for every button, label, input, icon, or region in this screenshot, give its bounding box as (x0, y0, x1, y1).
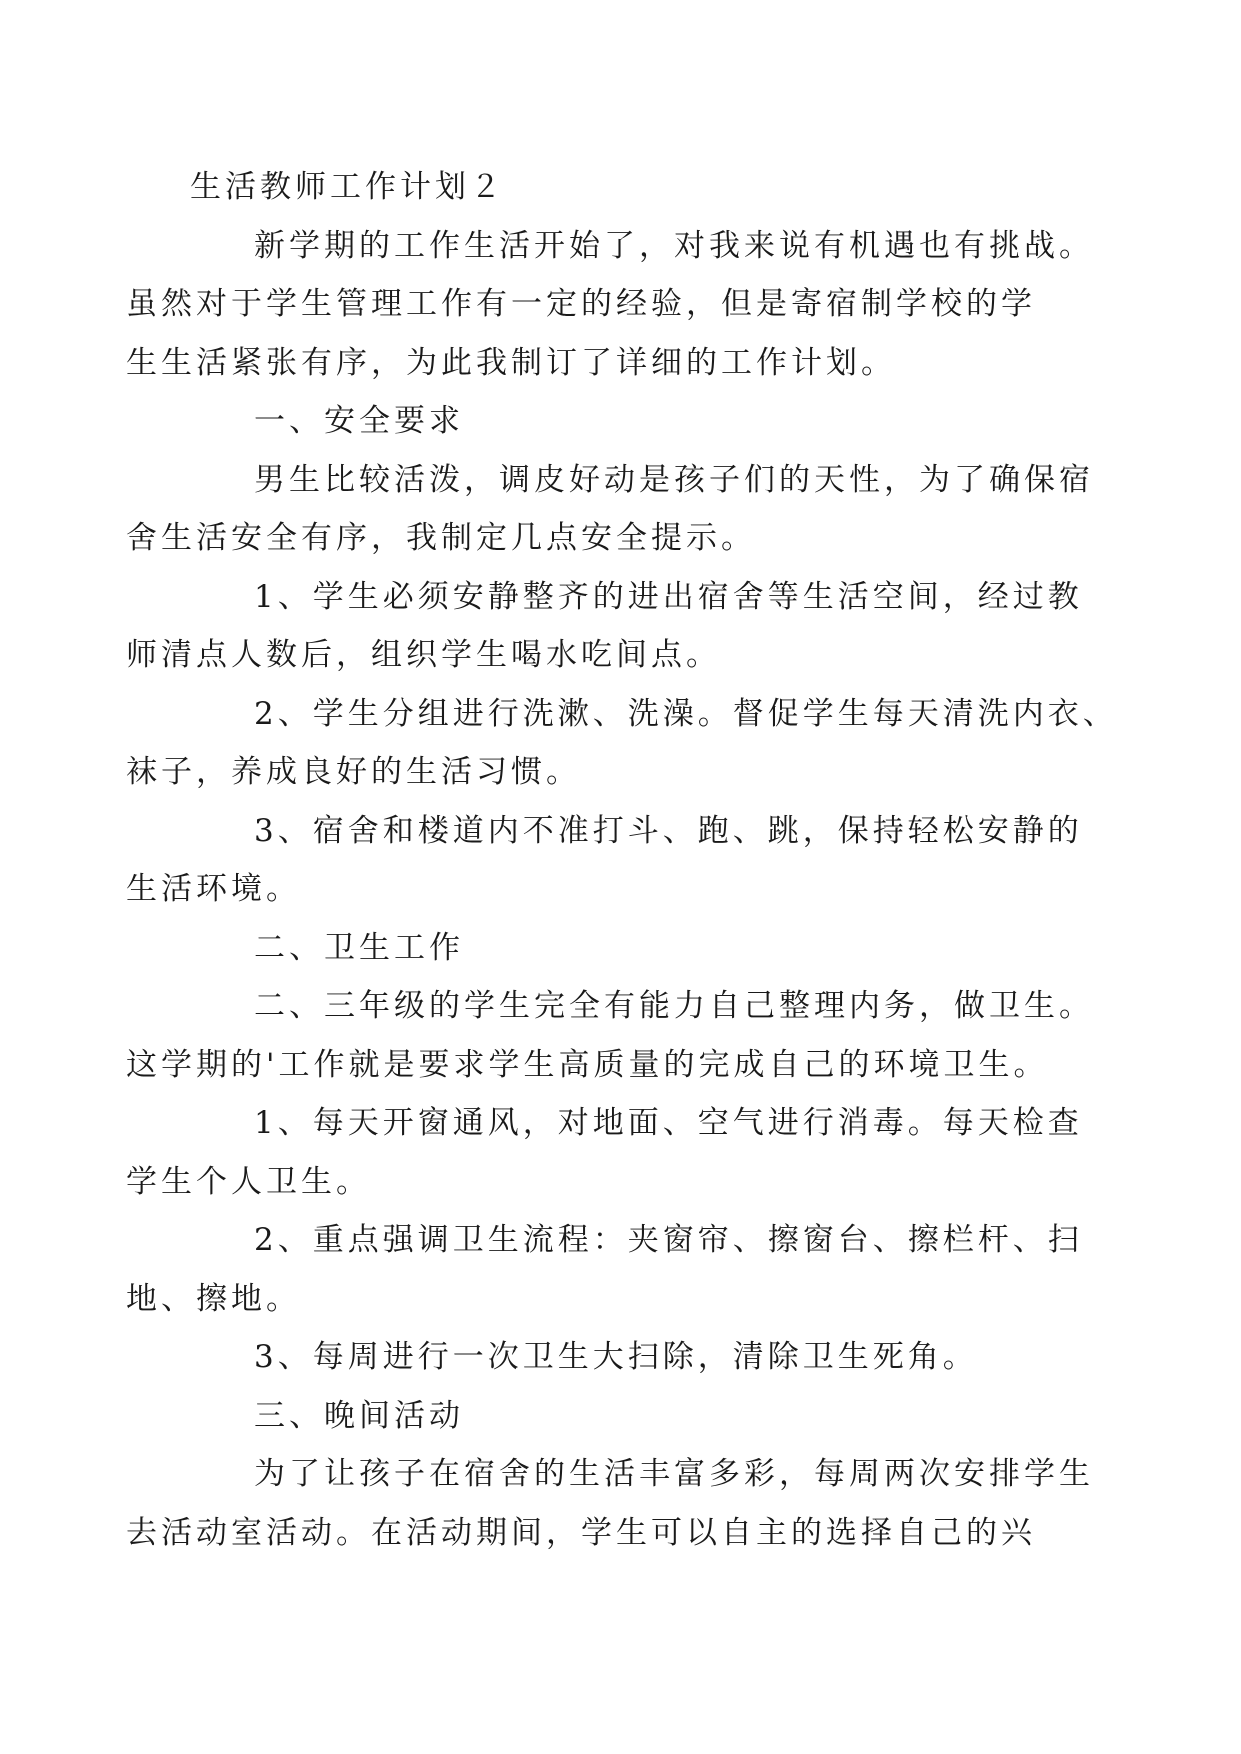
hygiene-item-2 (126, 1211, 1083, 1328)
text-line: 师清点人数后，组织学生喝水吃间点。 (126, 637, 721, 673)
section-heading-evening: 三、晚间活动 (254, 1397, 464, 1434)
safety-item-1 (126, 568, 1083, 685)
text-line: 地、擦地。 (126, 1280, 301, 1317)
document-title: 生活教师工作计划２ (190, 169, 505, 205)
text-line: 袜子，养成良好的生活习惯。 (126, 754, 581, 790)
document-body (126, 158, 1118, 1562)
hygiene-item-3 (190, 1328, 1070, 1387)
section-heading-safety: 一、安全要求 (254, 403, 464, 439)
hygiene-item-1 (126, 1094, 1083, 1211)
text-line: 二、三年级的学生完全有能力自己整理内务，做卫生。 (254, 988, 1094, 1024)
hygiene-paragraph (126, 977, 1094, 1094)
safety-paragraph (126, 451, 1094, 568)
evening-paragraph (126, 1445, 1094, 1562)
intro-paragraph (126, 217, 1094, 393)
safety-item-2 (126, 685, 1118, 802)
text-line: 1、每天开窗通风，对地面、空气进行消毒。每天检查 (254, 1105, 1083, 1141)
text-line: 舍生活安全有序，我制定几点安全提示。 (126, 520, 756, 556)
text-line: 学生个人卫生。 (126, 1163, 371, 1200)
text-line: 男生比较活泼，调皮好动是孩子们的天性，为了确保宿 (254, 461, 1094, 498)
text-line: 为了让孩子在宿舍的生活丰富多彩，每周两次安排学生 (254, 1456, 1094, 1492)
text-line: 生活环境。 (126, 871, 301, 907)
text-line: 2、重点强调卫生流程：夹窗帘、擦窗台、擦栏杆、扫 (254, 1222, 1083, 1258)
text-line: 1、学生必须安静整齐的进出宿舍等生活空间，经过教 (254, 578, 1083, 615)
safety-item-3 (126, 802, 1083, 919)
text-line: 这学期的'工作就是要求学生高质量的完成自己的环境卫生。 (126, 1046, 1049, 1083)
section-heading-hygiene: 二、卫生工作 (254, 929, 464, 966)
text-line: 3、宿舍和楼道内不准打斗、跑、跳，保持轻松安静的 (254, 812, 1083, 849)
text-line: 去活动室活动。在活动期间，学生可以自主的选择自己的兴 (126, 1514, 1036, 1551)
text-line: 2、学生分组进行洗漱、洗澡。督促学生每天清洗内衣、 (254, 695, 1118, 732)
text-line: 新学期的工作生活开始了，对我来说有机遇也有挑战。 (254, 227, 1094, 264)
text-line: 虽然对于学生管理工作有一定的经验，但是寄宿制学校的学 (126, 286, 1036, 322)
text-line: 生生活紧张有序，为此我制订了详细的工作计划。 (126, 344, 896, 381)
text-line: 3、每周进行一次卫生大扫除，清除卫生死角。 (254, 1339, 978, 1375)
